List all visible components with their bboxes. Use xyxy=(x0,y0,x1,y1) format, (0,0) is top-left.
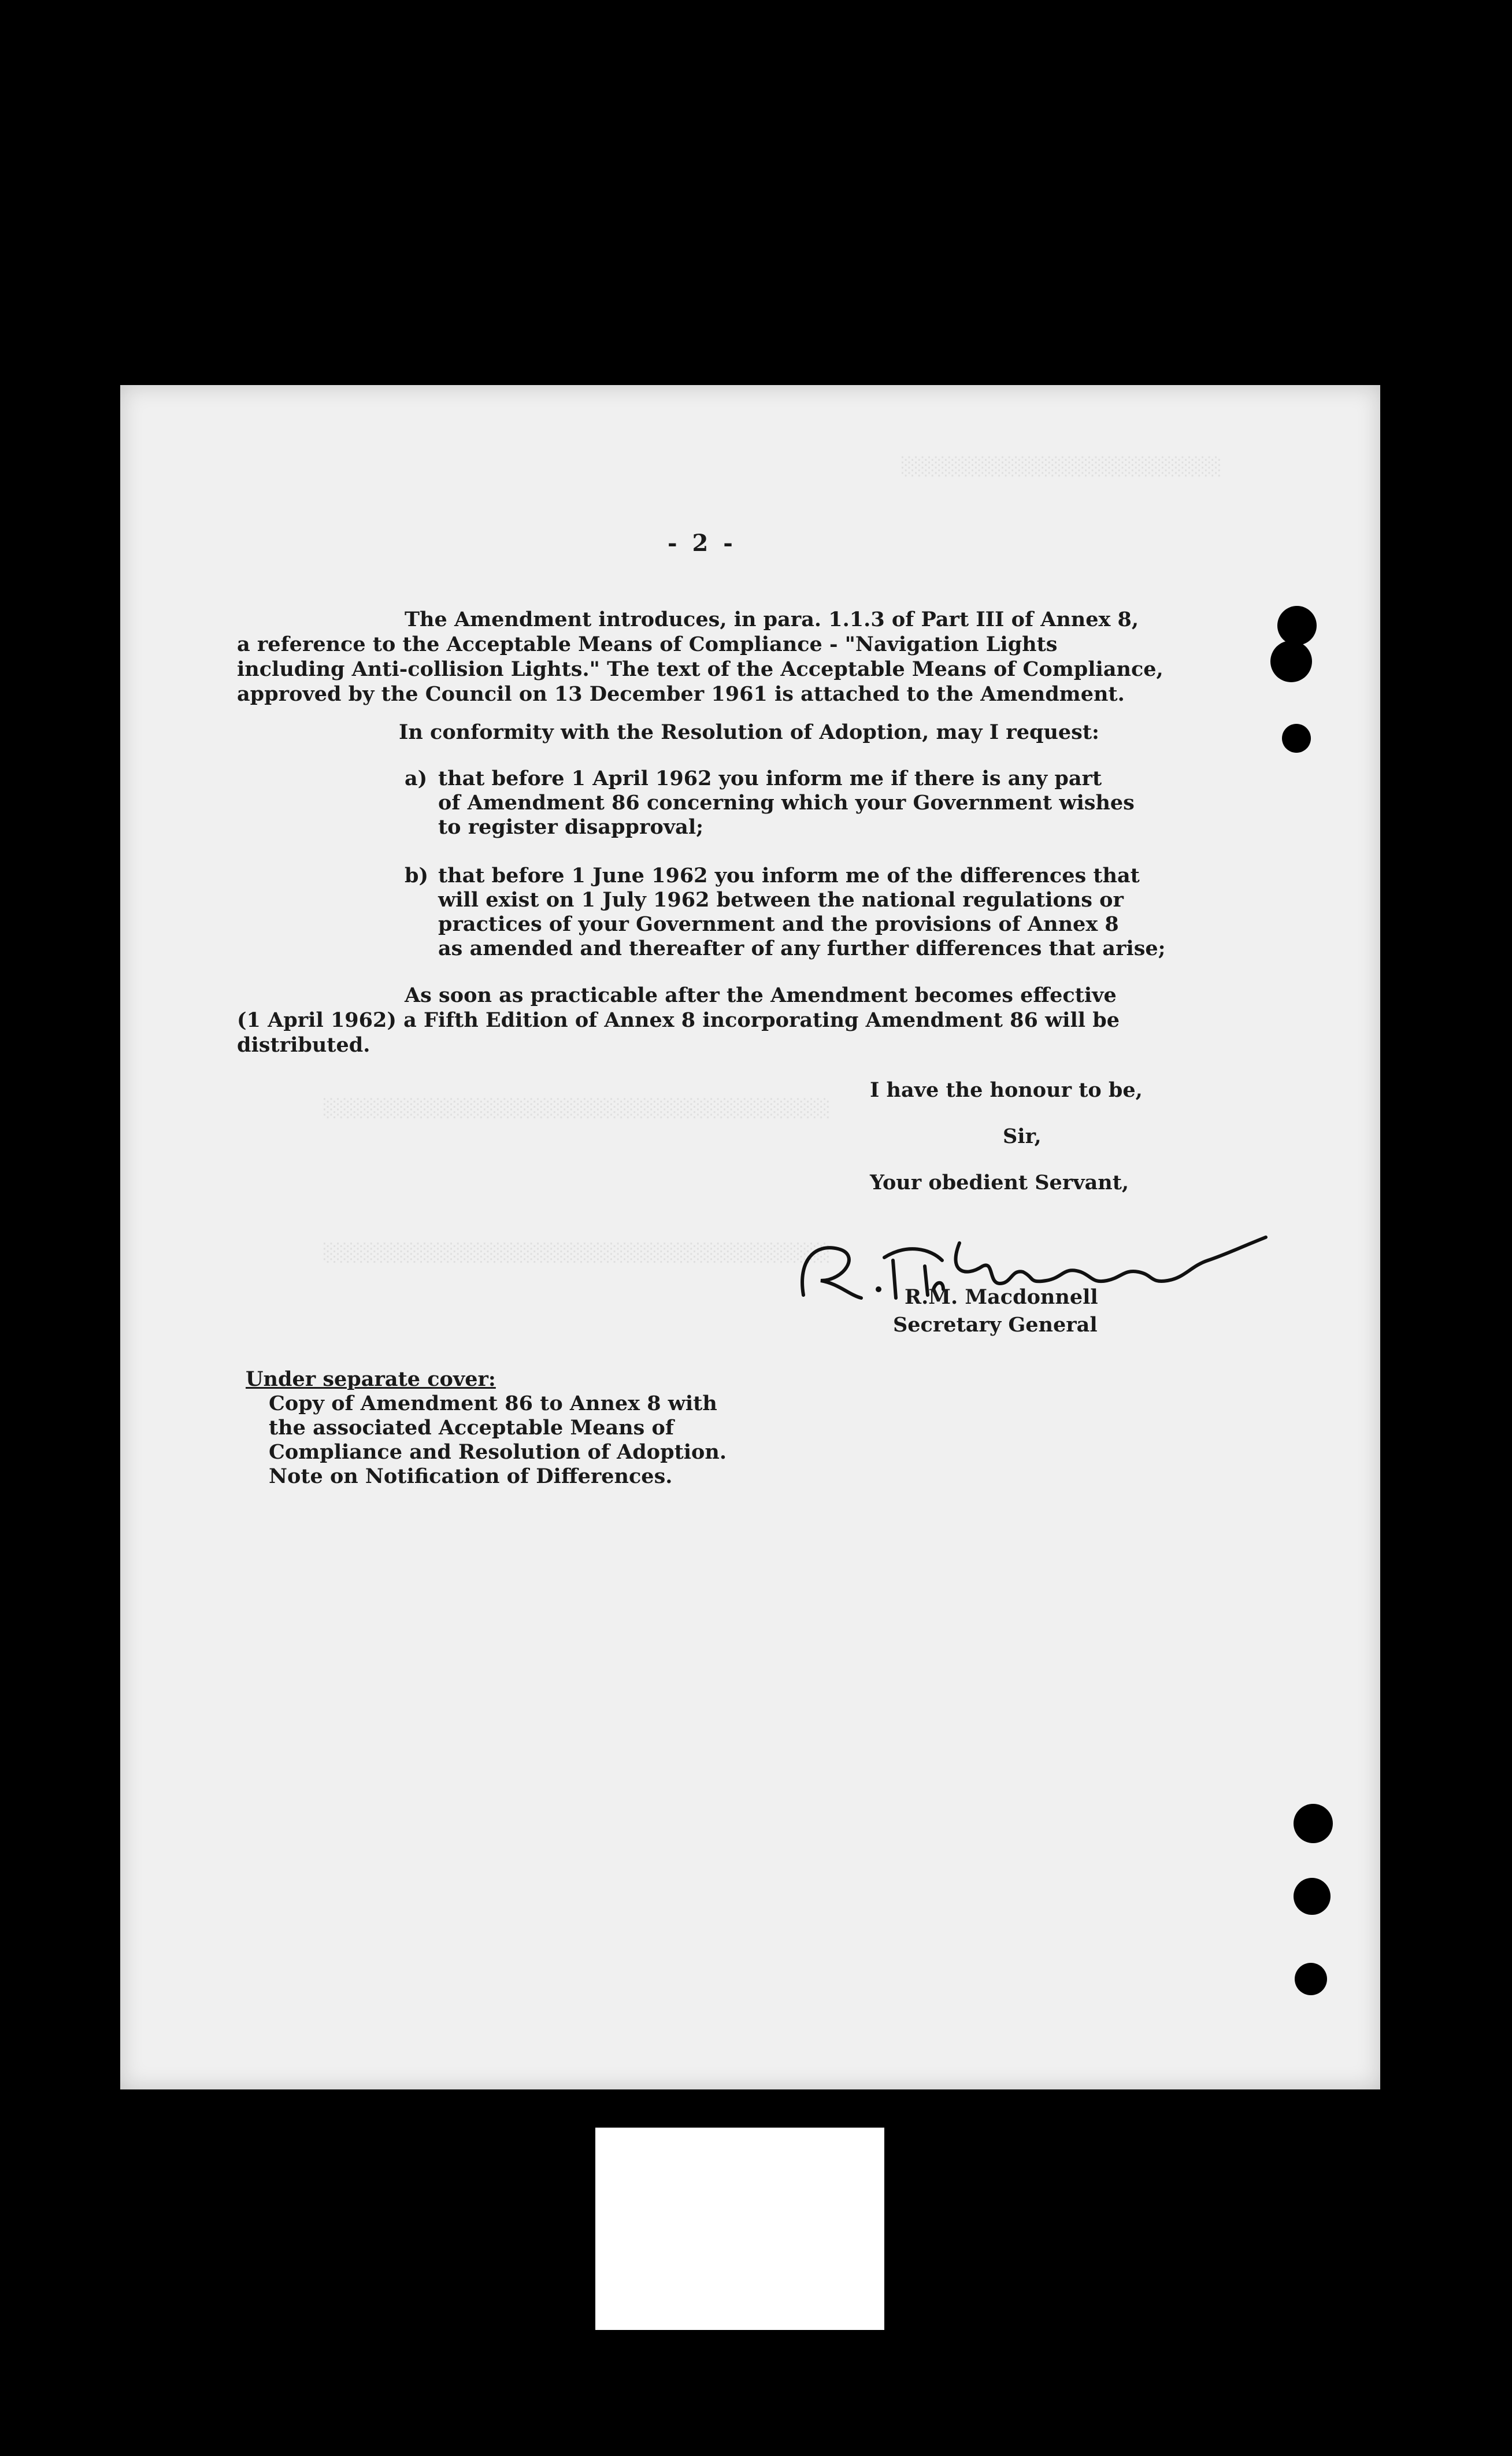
text-line: including Anti-collision Lights." The text of the Acceptable Means of Compliance, xyxy=(237,657,1163,681)
text-line: that before 1 April 1962 you inform me if there is any part xyxy=(438,767,1102,790)
bleed-through-text: ░░░░░░░░░░░░░░░░░░░░░░░░░░░░░░░░░░░░░░ xyxy=(324,1243,831,1263)
enclosure-note xyxy=(246,1367,727,1489)
punch-hole xyxy=(1270,641,1312,682)
punch-hole xyxy=(1282,724,1311,753)
request-intro xyxy=(399,720,1099,745)
punch-hole xyxy=(1294,1804,1333,1843)
salutation: Sir, xyxy=(1003,1125,1042,1148)
enclosure-item: Copy of Amendment 86 to Annex 8 with xyxy=(269,1392,717,1415)
enclosure-item: Note on Notification of Differences. xyxy=(269,1464,673,1488)
amendment-paragraph xyxy=(237,607,1163,707)
signatory-block xyxy=(893,1284,1098,1339)
text-line: As soon as practicable after the Amendment becomes effective xyxy=(405,983,1117,1007)
text-line: a reference to the Acceptable Means of Compliance - "Navigation Lights xyxy=(237,633,1058,656)
blank-label-card xyxy=(595,2128,884,2330)
bleed-through-text: ░░░░░░░░░░░░░░░░░░░░░░░░░░░░░░░░░░░░░░ xyxy=(324,1098,831,1119)
request-item-a xyxy=(405,767,1135,839)
item-marker: a) xyxy=(405,767,428,790)
text-line: as amended and thereafter of any further differences that arise; xyxy=(438,937,1166,960)
fifth-edition-paragraph xyxy=(237,983,1120,1057)
text-line: that before 1 June 1962 you inform me of the differences that xyxy=(438,864,1140,887)
text-line: will exist on 1 July 1962 between the national regulations or xyxy=(438,888,1124,912)
text-line: to register disapproval; xyxy=(438,815,704,839)
punch-hole xyxy=(1295,1963,1327,1995)
text-line: approved by the Council on 13 December 1961 is attached to the Amendment. xyxy=(237,682,1125,706)
signatory-title: Secretary General xyxy=(893,1313,1098,1337)
bleed-through-text: ░░░░░░░░░░░░░░░░░░░░░░░░ xyxy=(902,457,1222,477)
item-marker: b) xyxy=(405,864,429,887)
enclosure-item: the associated Acceptable Means of xyxy=(269,1416,674,1440)
text-line: of Amendment 86 concerning which your Government wishes xyxy=(438,791,1135,815)
text-line: practices of your Government and the provisions of Annex 8 xyxy=(438,912,1119,936)
page-number: - 2 - xyxy=(668,530,736,557)
text-line: distributed. xyxy=(237,1033,370,1057)
enclosure-heading: Under separate cover: xyxy=(246,1367,496,1391)
punch-hole xyxy=(1294,1878,1331,1915)
punch-hole xyxy=(1277,606,1317,645)
text-line: The Amendment introduces, in para. 1.1.3 of Part III of Annex 8, xyxy=(405,608,1139,631)
enclosure-list xyxy=(269,1392,727,1489)
closing-line: Your obedient Servant, xyxy=(870,1171,1129,1194)
text-line: (1 April 1962) a Fifth Edition of Annex 8 incorporating Amendment 86 will be xyxy=(237,1008,1120,1032)
signatory-name: R.M. Macdonnell xyxy=(905,1285,1098,1309)
enclosure-item: Compliance and Resolution of Adoption. xyxy=(269,1440,727,1464)
text-line: In conformity with the Resolution of Adoption, may I request: xyxy=(399,720,1099,744)
closing-line: I have the honour to be, xyxy=(870,1078,1143,1102)
request-item-b xyxy=(405,864,1166,961)
